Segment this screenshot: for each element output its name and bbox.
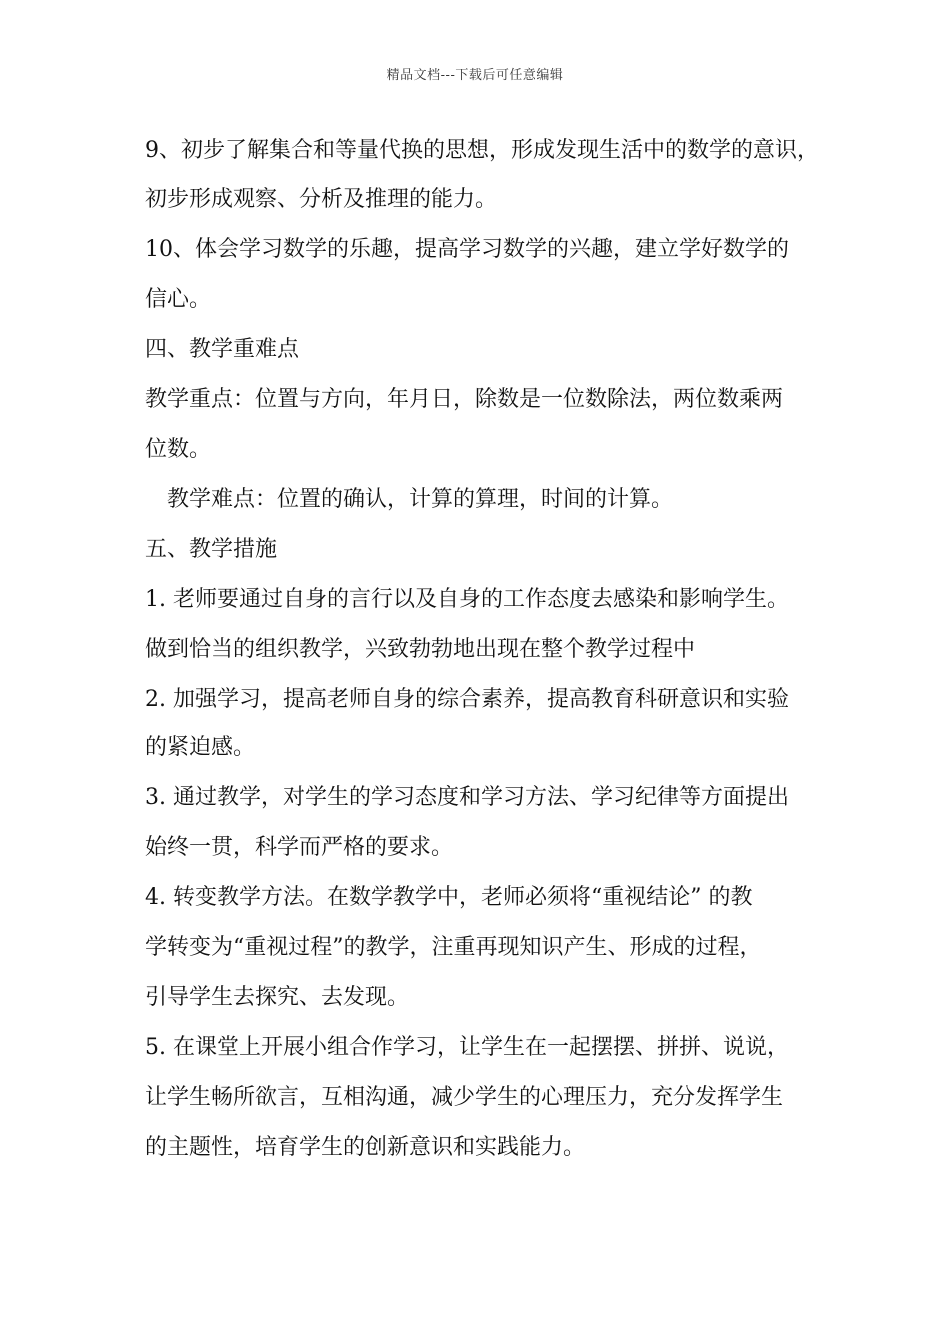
text-line: 位数。	[145, 437, 212, 462]
text-line: 9、初步了解集合和等量代换的思想，形成发现生活中的数学的意识，	[145, 138, 819, 163]
text-line: 4. 转变教学方法。在数学教学中，老师必须将“重视结论” 的教	[145, 885, 753, 910]
text-line: 3. 通过教学，对学生的学习态度和学习方法、学习纪律等方面提出	[145, 785, 789, 810]
text-line: 5. 在课堂上开展小组合作学习，让学生在一起摆摆、拼拼、说说，	[145, 1035, 789, 1060]
text-line: 始终一贯，科学而严格的要求。	[145, 835, 454, 860]
text-line: 信心。	[145, 287, 212, 312]
text-line: 教学难点：位置的确认，计算的算理，时间的计算。	[167, 487, 674, 512]
text-line: 教学重点：位置与方向，年月日，除数是一位数除法，两位数乘两	[145, 387, 784, 412]
text-line: 做到恰当的组织教学，兴致勃勃地出现在整个教学过程中	[145, 637, 696, 662]
text-line: 1. 老师要通过自身的言行以及自身的工作态度去感染和影响学生。	[145, 587, 789, 612]
section-heading: 五、教学措施	[145, 537, 278, 562]
text-line: 2. 加强学习，提高老师自身的综合素养，提高教育科研意识和实验	[145, 687, 789, 712]
text-line: 10、体会学习数学的乐趣，提高学习数学的兴趣，建立学好数学的	[145, 237, 789, 262]
page-header: 精品文档---下载后可任意编辑	[386, 68, 564, 83]
text-line: 让学生畅所欲言，互相沟通，减少学生的心理压力，充分发挥学生	[145, 1085, 784, 1110]
section-heading: 四、教学重难点	[145, 337, 300, 362]
text-line: 初步形成观察、分析及推理的能力。	[145, 187, 498, 212]
text-line: 的主题性，培育学生的创新意识和实践能力。	[145, 1135, 586, 1160]
text-line: 的紧迫感。	[145, 735, 256, 760]
text-line: 引导学生去探究、去发现。	[145, 985, 410, 1010]
text-line: 学转变为“重视过程”的教学，注重再现知识产生、形成的过程，	[145, 935, 762, 960]
